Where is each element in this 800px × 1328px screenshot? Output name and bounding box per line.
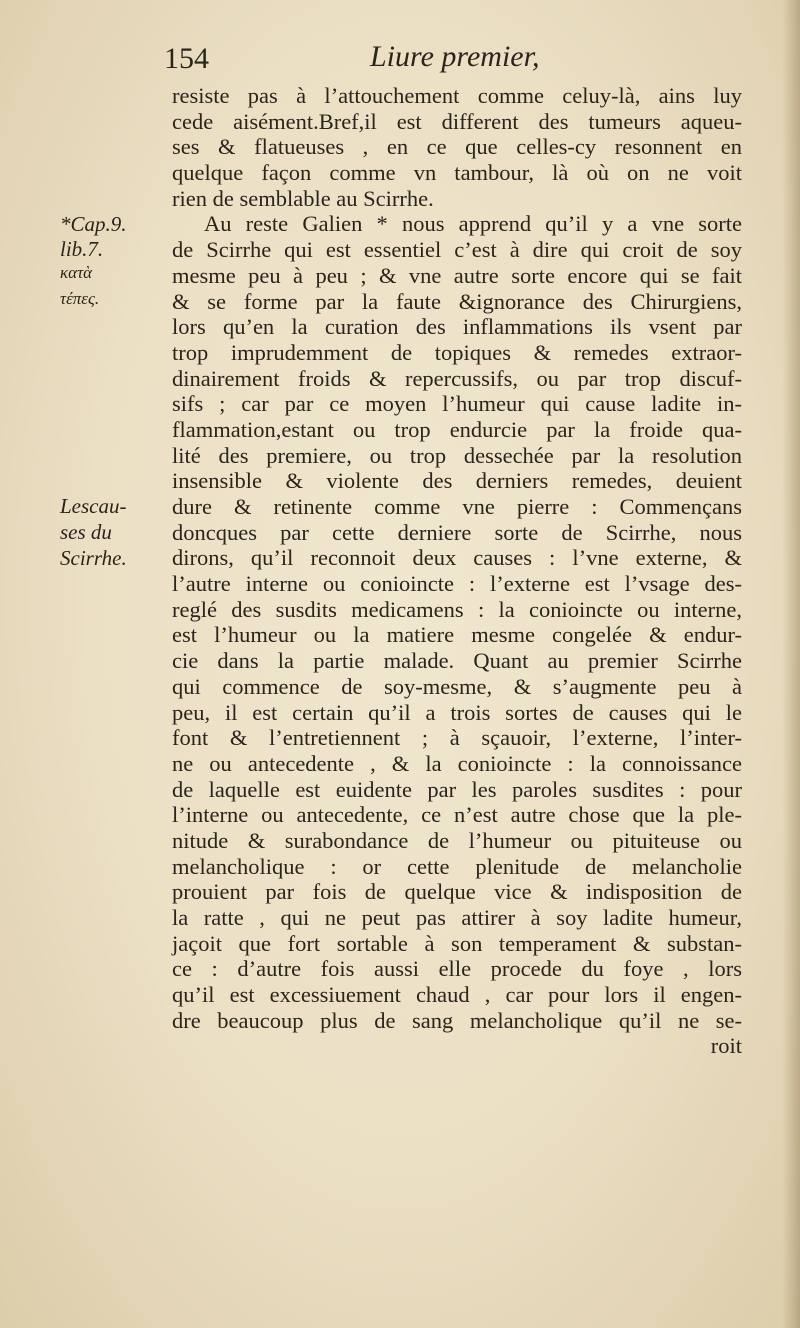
text-line: mesme peu à peu ; & vne autre sorte encore qui se fait: [172, 262, 742, 288]
text-line: ce : d’autre fois aussi elle procede du foye , lors: [172, 956, 742, 982]
text-line: reglé des susdits medicamens : la conioincte ou interne,: [172, 596, 742, 622]
margin-note: Scirrhe.: [60, 545, 127, 570]
text-line: de laquelle est euidente par les paroles susdites : pour: [172, 776, 742, 802]
page-header: [164, 38, 744, 82]
text-line: doncques par cette derniere sorte de Scirrhe, nous: [172, 519, 742, 545]
text-line: lité des premiere, ou trop dessechée par la resolution: [172, 442, 742, 468]
text-line: cie dans la partie malade. Quant au premier Scirrhe: [172, 648, 742, 674]
text-line: dinairement froids & repercussifs, ou par trop discuf-: [172, 365, 742, 391]
running-title: Liure premier,: [370, 40, 540, 73]
text-line: sifs ; car par ce moyen l’humeur qui cause ladite in-: [172, 391, 742, 417]
text-line: l’interne ou antecedente, ce n’est autre chose que la ple-: [172, 802, 742, 828]
text-line: nitude & surabondance de l’humeur ou pituiteuse ou: [172, 827, 742, 853]
text-line: Au reste Galien * nous apprend qu’il y a vne sorte: [204, 211, 742, 237]
text-line: cede aisément.Bref,il est different des tumeurs aqueu-: [172, 108, 742, 134]
text-line: ses & flatueuses , en ce que celles-cy resonnent en: [172, 134, 742, 160]
page-number: 154: [164, 42, 209, 75]
text-line: jaçoit que fort sortable à son temperament & substan-: [172, 930, 742, 956]
text-line: peu, il est certain qu’il a trois sortes de causes qui le: [172, 699, 742, 725]
text-line: la ratte , qui ne peut pas attirer à soy ladite humeur,: [172, 905, 742, 930]
text-line: font & l’entretiennent ; à sçauoir, l’externe, l’inter-: [172, 725, 742, 751]
text-line: melancholique : or cette plenitude de melancholie: [172, 853, 742, 879]
text-line: qu’il est excessiuement chaud , car pour lors il engen-: [172, 982, 742, 1008]
margin-note: lib.7.: [60, 237, 104, 262]
margin-note: ses du: [60, 519, 112, 544]
text-line: quelque façon comme vn tambour, là où on ne voit: [172, 160, 742, 186]
text-line: rien de semblable au Scirrhe.: [172, 185, 434, 211]
text-line: de Scirrhe qui est essentiel c’est à dire qui croit de soy: [172, 237, 742, 263]
text-line: ne ou antecedente , & la conioincte : la connoissance: [172, 750, 742, 776]
margin-note: Lescau-: [60, 494, 127, 519]
margin-note: κατὰ: [60, 262, 93, 282]
text-line: & se forme par la faute &ignorance des Chirurgiens,: [172, 288, 742, 314]
text-line: trop imprudemment de topiques & remedes extraor-: [172, 339, 742, 365]
text-line: dure & retinente comme vne pierre : Commençans: [172, 494, 742, 519]
margin-note: *Cap.9.: [60, 211, 127, 236]
body-text: [172, 83, 742, 1059]
text-line: l’autre interne ou conioincte : l’externe est l’vsage des-: [172, 571, 742, 597]
text-line: roit: [710, 1033, 742, 1059]
page-edge-shadow: [782, 0, 800, 1328]
margin-note: τέπες.: [60, 288, 100, 308]
text-line: dre beaucoup plus de sang melancholique qu’il ne se-: [172, 1007, 742, 1033]
text-line: insensible & violente des derniers remedes, deuient: [172, 468, 742, 494]
text-line: lors qu’en la curation des inflammations ils vsent par: [172, 314, 742, 340]
text-line: resiste pas à l’attouchement comme celuy-là, ains luy: [172, 83, 742, 108]
text-line: prouient par fois de quelque vice & indisposition de: [172, 879, 742, 905]
text-line: qui commence de soy-mesme, & s’augmente peu à: [172, 673, 742, 699]
text-line: flammation,estant ou trop endurcie par la froide qua-: [172, 416, 742, 442]
text-line: est l’humeur ou la matiere mesme congelée & endur-: [172, 622, 742, 648]
text-line: dirons, qu’il reconnoit deux causes : l’vne externe, &: [172, 545, 742, 571]
